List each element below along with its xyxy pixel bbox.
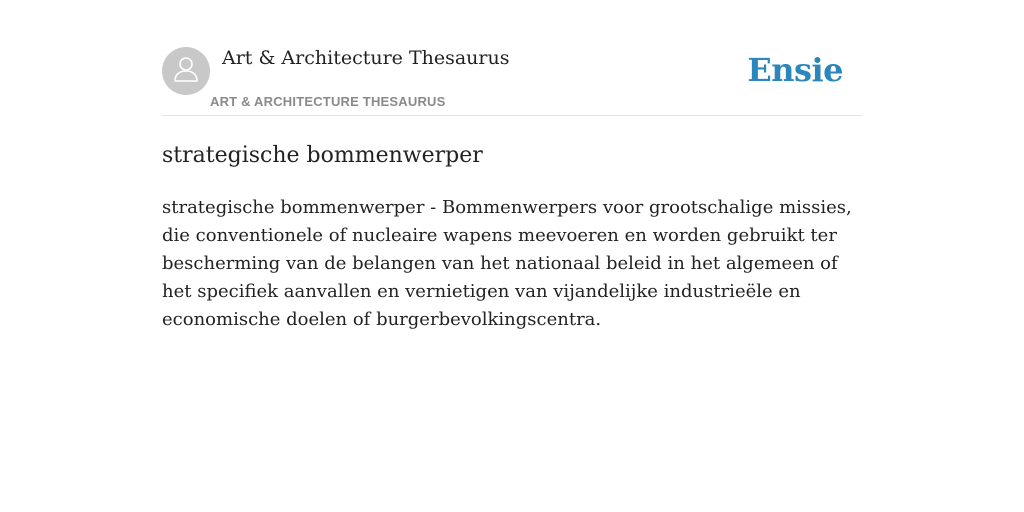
user-icon — [171, 54, 201, 89]
author-name[interactable]: Art & Architecture Thesaurus — [222, 47, 510, 69]
page-container — [162, 0, 862, 334]
ensie-logo[interactable]: Ensie — [747, 51, 843, 89]
entry-definition: strategische bommenwerper - Bommenwerpers voor grootschalige missies, die conventionele of nucleaire wapens meevoeren en worden gebruikt ter bescherming van de belangen van het nationaal beleid in het algemeen of het specifiek aanvallen en vernietigen van vijandelijke industrieële en economische doelen of burgerbevolkingscentra. — [162, 197, 852, 330]
avatar[interactable] — [162, 47, 210, 95]
author-subtitle[interactable]: ART & ARCHITECTURE THESAURUS — [210, 94, 446, 109]
entry-title: strategische bommenwerper — [162, 143, 483, 168]
entry-header — [162, 47, 862, 116]
